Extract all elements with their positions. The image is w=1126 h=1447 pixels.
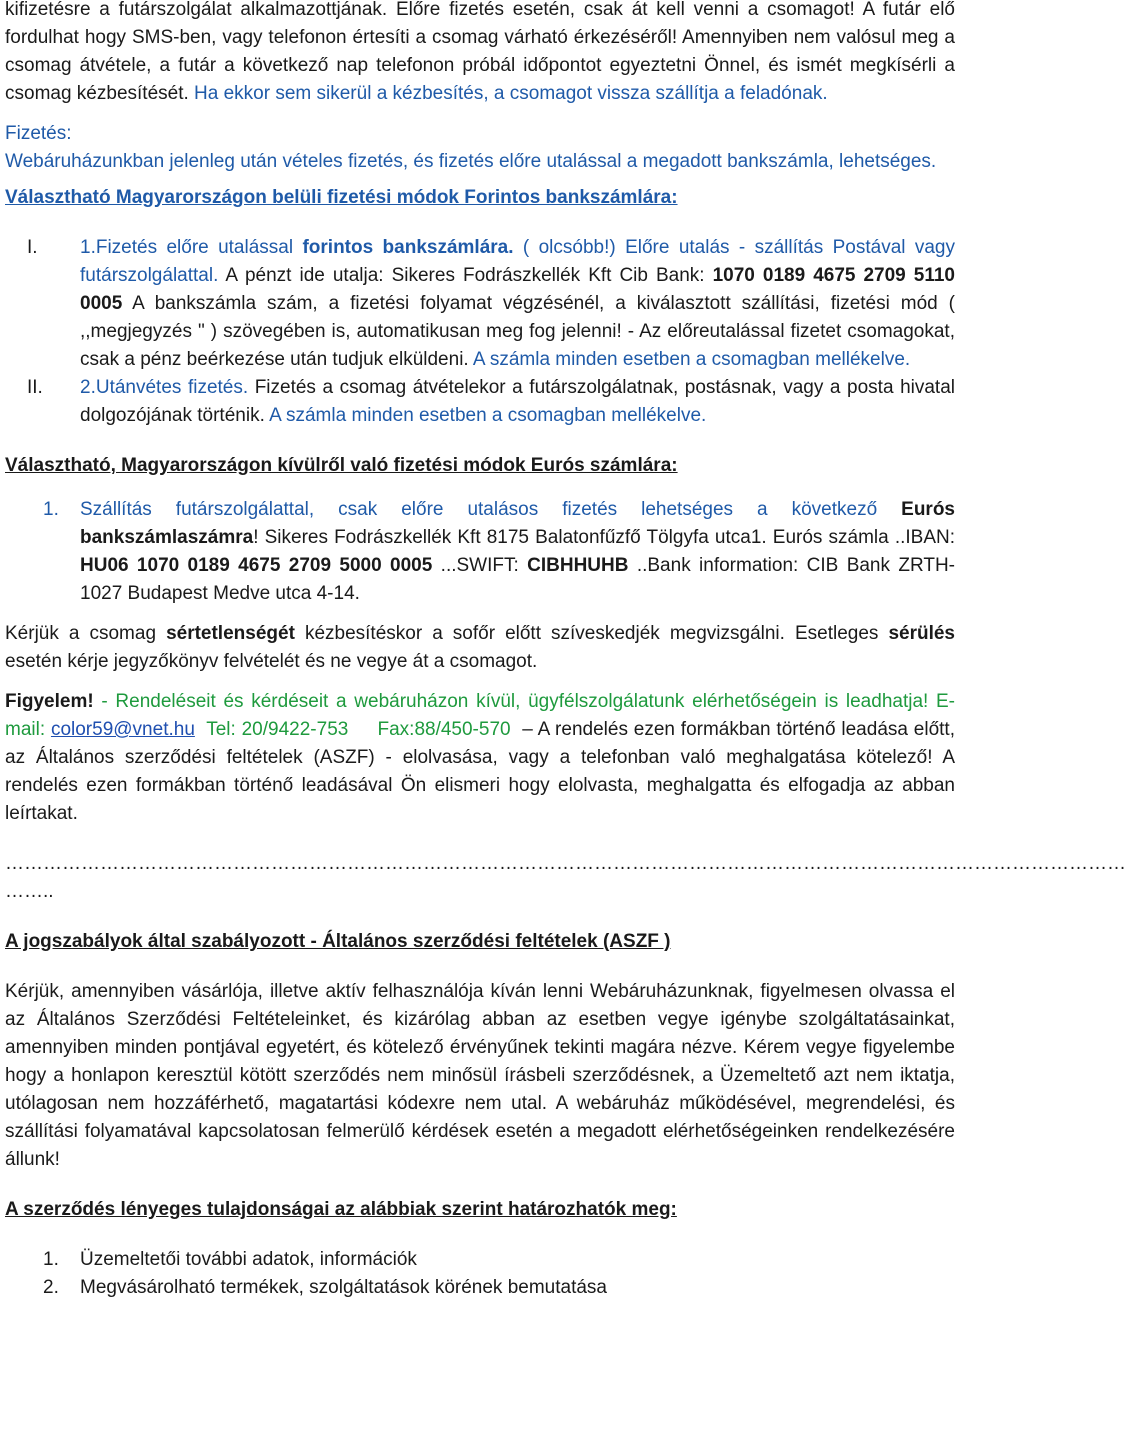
intro-text: kifizetésre a futárszolgálat alkalmazottjának. Előre fizetés esetén, csak át kell venni a csomagot! A futár elő fordulhat hogy SMS-ben, vagy telefonon értesíti a csomag várható érkezéséről! Amennyiben nem valósul meg a csomag átvétele, a futár a következő nap telefonon próbál időpontot egyeztetni Önnel, és ismét megkísérli a csomag kézbesítését. (5, 0, 955, 104)
item-text-bold: forintos bankszámlára. (302, 237, 514, 258)
item-text-f: A bankszámla szám, a fizetési folyamat végzésénél, a kiválasztott szállítási, fizetési mód ( ,,megjegyzés " ) szövegében is, automatikusan meg fog jelenni! - Az előreutalással fizetet csomagokat, csak a pénz beérkezése után tudjuk elküldeni. (80, 293, 955, 370)
item-text-a: 1.Fizetés előre utalással (80, 237, 303, 258)
payment-paragraph (5, 120, 955, 176)
payment-text: Webáruházunkban jelenleg után vételes fizetés, és fizetés előre utalással a megadott bankszámla, lehetséges. (5, 151, 937, 172)
warning-label: Figyelem! (5, 691, 94, 712)
contract-item-2 (5, 1274, 955, 1302)
warning-green-text: - Rendeléseit és kérdéseit a webáruházon kívül, ügyfélszolgálatunk elérhetőségein is leadhatja! E-mail: (5, 691, 955, 740)
check-text-e: esetén kérje jegyzőkönyv felvételét és ne vegye át a csomagot. (5, 651, 538, 672)
item-text-e: ...SWIFT: (432, 555, 528, 576)
hu-section-heading-wrap (5, 184, 955, 212)
item-text-a: Szállítás futárszolgálattal, csak előre utalásos fizetés lehetséges a következő (80, 499, 902, 520)
eu-payment-item-1 (5, 496, 955, 608)
intro-paragraph (5, 0, 955, 108)
list-item-text: Megvásárolható termékek, szolgáltatások körének bemutatása (80, 1277, 607, 1298)
list-marker: I. (27, 237, 38, 258)
warning-paragraph (5, 688, 955, 828)
payment-label: Fizetés: (5, 123, 72, 144)
bank-account-number: 1070 0189 4675 2709 5110 0005 (80, 265, 955, 314)
list-item-text (80, 496, 955, 608)
check-text-a: Kérjük a csomag (5, 623, 167, 644)
list-item-text (80, 374, 955, 430)
dots-line-2: …….. (5, 881, 54, 902)
contract-heading-wrap (5, 1196, 955, 1224)
item-text-bold: Eurós bankszámlaszámra (80, 499, 955, 548)
dots-line-1: …………………………………………………………………………………………………………………………………………………………… (5, 853, 1126, 874)
aszf-heading-wrap (5, 928, 955, 956)
iban-number: HU06 1070 0189 4675 2709 5000 0005 (80, 555, 433, 576)
contact-numbers: Tel: 20/9422-753 Fax:88/450-570 (194, 719, 523, 740)
item-text-c: A számla minden esetben a csomagban mellékelve. (264, 405, 707, 426)
list-marker: 1. (43, 1249, 59, 1270)
item-text-c: ( olcsóbb!) Előre utalás - szállítás Postával vagy futárszolgálattal. (80, 237, 955, 286)
item-text-g: A számla minden esetben a csomagban mellékelve. (468, 349, 911, 370)
intro-text-return: Ha ekkor sem sikerül a kézbesítés, a csomagot vissza szállítja a feladónak. (188, 83, 828, 104)
list-item-text (80, 234, 955, 374)
hu-payment-item-2 (5, 374, 955, 430)
item-text-g: ..Bank information: CIB Bank ZRTH-1027 Budapest Medve utca 4-14. (80, 555, 955, 604)
dots-separator (5, 850, 1126, 906)
swift-code: CIBHHUHB (527, 555, 629, 576)
item-text-a: 2.Utánvétes fizetés. (80, 377, 249, 398)
check-text-bold-2: sérülés (888, 623, 955, 644)
warning-rest-text: – A rendelés ezen formákban történő leadása előtt, az Általános szerződési feltételek (ASZF) - elolvasása, vagy a telefonban való meghalgatása kötelező! A rendelés ezen formákban történő leadásával Ön elismeri hogy elolvasta, meghalgatta és elfogadja az abban leírtakat. (5, 719, 955, 824)
item-text-d: A pénzt ide utalja: Sikeres Fodrászkellék Kft Cib Bank: (218, 265, 713, 286)
aszf-paragraph: Kérjük, amennyiben vásárlója, illetve aktív felhasználója kíván lenni Webáruházunknak, figyelmesen olvassa el az Általános Szerződési Feltételeinket, és kizárólag abban az esetben vegye igénybe szolgáltatásainkat, amennyiben minden pontjával egyetért, és kötelező érvényűnek tekinti magára nézve. Kérem vegye figyelembe hogy a honlapon keresztül kötött szerződés nem minősül írásbeli szerződésnek, a Üzemeltető azt nem iktatja, utólagosan nem hozzáférhető, magatartási kódexre nem utal. A webáruház működésével, megrendelési, és szállítási folyamatával kapcsolatosan felmerülő kérdések esetén a megadott elérhetőségeinken rendelkezésére állunk! (5, 981, 955, 1170)
check-text-c: kézbesítéskor a sofőr előtt szíveskedjék megvizsgálni. Esetleges (294, 623, 889, 644)
contract-item-1 (5, 1246, 955, 1274)
email-link[interactable]: color59@vnet.hu (50, 719, 195, 740)
aszf-heading: A jogszabályok által szabályozott - Általános szerződési feltételek (ASZF ) (5, 931, 671, 952)
hu-section-heading: Választható Magyarországon belüli fizetési módok Forintos bankszámlára: (5, 187, 678, 208)
list-marker: 2. (43, 1277, 59, 1298)
check-text-bold-1: sértetlenségét (166, 623, 295, 644)
contract-heading: A szerződés lényeges tulajdonságai az alábbiak szerint határozhatók meg: (5, 1199, 677, 1220)
list-item-text: Üzemeltetői további adatok, információk (80, 1249, 417, 1270)
item-text-c: ! Sikeres Fodrászkellék Kft 8175 Balatonfűzfő Tölgyfa utca1. Eurós számla ..IBAN: (253, 527, 955, 548)
list-marker: II. (27, 377, 43, 398)
eu-section-heading-wrap (5, 452, 955, 480)
hu-payment-item-1 (5, 234, 955, 374)
eu-section-heading: Választható, Magyarországon kívülről való fizetési módok Eurós számlára: (5, 455, 678, 476)
list-marker: 1. (43, 499, 59, 520)
inspection-paragraph (5, 620, 955, 676)
item-text-b: Fizetés a csomag átvételekor a futárszolgálatnak, postásnak, vagy a posta hivatal dolgozójának történik. (80, 377, 955, 426)
